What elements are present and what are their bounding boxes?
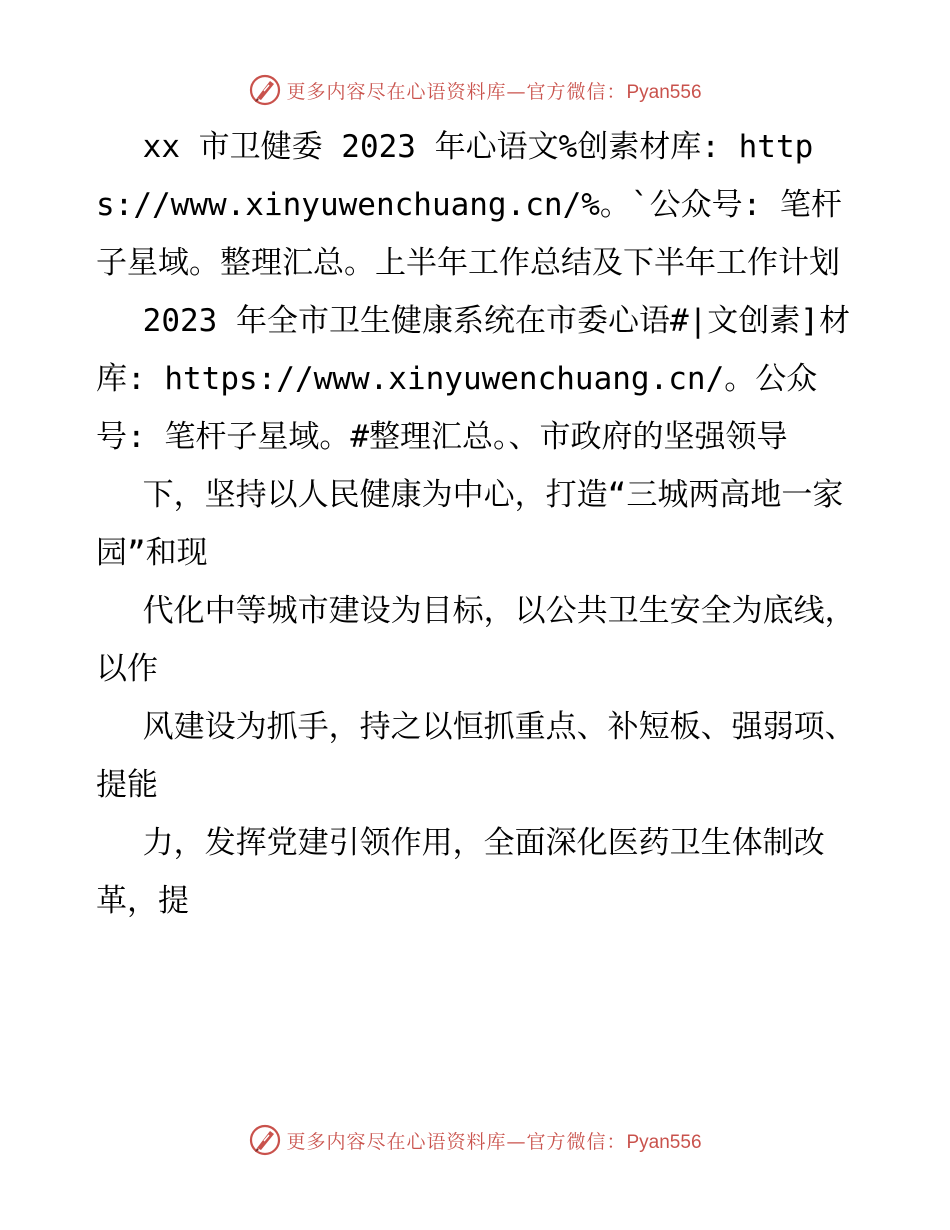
footer-site-text: 更多内容尽在心语资料库	[286, 1130, 507, 1153]
header-banner-text	[286, 77, 701, 104]
header-site-text: 更多内容尽在心语资料库	[286, 80, 507, 103]
paragraph-3: 下，坚持以人民健康为中心，打造“三城两高地一家园”和现	[96, 477, 844, 571]
paragraph-4: 代化中等城市建设为目标，以公共卫生安全为底线，以作	[96, 593, 856, 687]
paragraph-2: 2023 年全市卫生健康系统在市委心语#|文创素]材库: https://www.xinyuwenchuang.cn/。公众号: 笔杆子星域。#整理汇总。、市政府的坚强领导	[96, 303, 850, 455]
paragraph-6: 力，发挥党建引领作用，全面深化医药卫生体制改革，提	[96, 825, 825, 919]
footer-separator: —	[506, 1130, 527, 1153]
footer-wechat-handle: Pyan556	[626, 1131, 702, 1153]
quill-pen-logo-icon	[248, 1123, 282, 1157]
header-wechat-handle: Pyan556	[626, 81, 702, 103]
paragraph-1: xx 市卫健委 2023 年心语文%创素材库: https://www.xinyuwenchuang.cn/%。`公众号: 笔杆子星域。整理汇总。上半年工作总结及下半年工作计划	[96, 129, 842, 281]
quill-pen-logo-icon	[248, 73, 282, 107]
header-banner	[0, 70, 950, 110]
document-body	[96, 118, 856, 930]
footer-banner-text	[286, 1127, 701, 1154]
footer-banner	[0, 1120, 950, 1160]
header-separator: —	[506, 80, 527, 103]
paragraph-5: 风建设为抓手，持之以恒抓重点、补短板、强弱项、提能	[96, 709, 856, 803]
footer-wechat-label: 官方微信：	[526, 1130, 627, 1153]
header-wechat-label: 官方微信：	[526, 80, 627, 103]
